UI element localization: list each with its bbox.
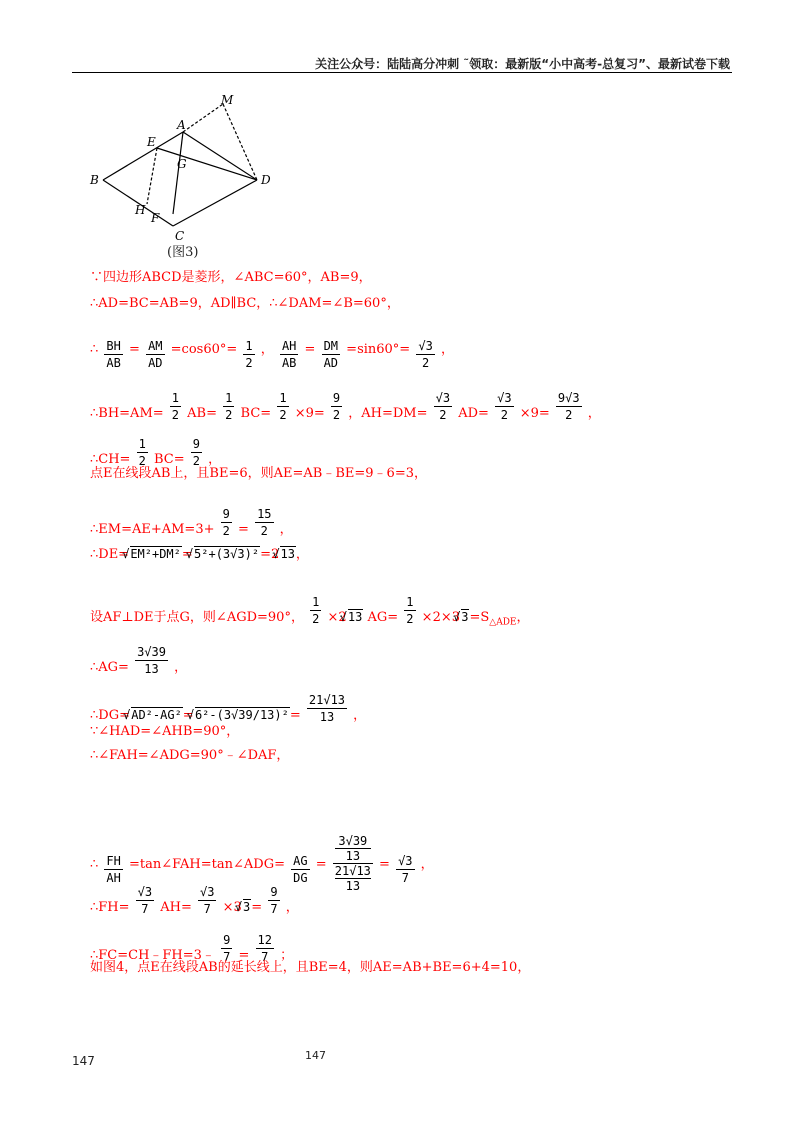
text: =S [469, 610, 490, 625]
fraction [495, 390, 513, 423]
fraction-AH-AB [280, 338, 298, 371]
page-number-left: 147 [72, 1054, 95, 1068]
num: 9 [192, 437, 200, 451]
den: 13 [144, 662, 159, 676]
text: = [238, 522, 249, 537]
label-A: A [177, 118, 186, 132]
label-D: D [261, 173, 271, 187]
label-M: M [221, 93, 234, 107]
den: DG [293, 871, 308, 885]
num: √3 [435, 391, 451, 405]
text: ， [420, 857, 434, 872]
solution-line-2: ∴AD=BC=AB=9，AD∥BC，∴∠DAM=∠B=60°， [90, 296, 400, 311]
den: 2 [565, 408, 573, 422]
text: = [315, 857, 327, 872]
segment-AM [183, 104, 223, 132]
den: 2 [406, 612, 414, 626]
sqrt-expression: √ 5²+(3√3)² [194, 546, 260, 562]
text: ∴DE= [90, 547, 130, 562]
text: ， [285, 900, 299, 915]
den-top: 21√13 [334, 864, 371, 878]
sqrt-expression: √ EM²+DM² [130, 546, 182, 562]
fraction [221, 506, 232, 539]
solution-line-7 [90, 506, 293, 538]
num: 9 [223, 933, 231, 947]
text: 设AF⊥DE于点G，则∠AGD=90°， [90, 610, 304, 625]
den: 7 [270, 902, 278, 916]
num: 1 [245, 339, 253, 353]
figure-caption: (图3) [167, 245, 199, 260]
text: ∴CH= [90, 452, 131, 467]
text: =cos60°= [170, 342, 238, 357]
text: ， [353, 708, 367, 723]
den: 7 [401, 871, 409, 885]
label-C: C [175, 229, 185, 242]
text: AB= [187, 406, 218, 421]
text: ∴DG= [90, 708, 130, 723]
text: ∴BH=AM= [90, 406, 164, 421]
num [333, 834, 373, 864]
solution-line-10 [90, 644, 188, 676]
solution-line-4 [90, 390, 601, 422]
num: √3 [200, 885, 215, 899]
den: AD [148, 356, 163, 370]
text: =sin60°= [346, 342, 411, 357]
label-F: F [151, 211, 160, 225]
text: ， [174, 660, 188, 675]
num: 1 [312, 595, 320, 609]
solution-line-15 [90, 884, 299, 916]
num: BH [106, 339, 121, 353]
den: 2 [260, 524, 268, 538]
den: 2 [245, 356, 253, 370]
den: AB [281, 356, 297, 370]
den: 7 [261, 950, 269, 964]
text: ， [440, 342, 454, 357]
complex-fraction [333, 834, 373, 893]
header-rule [72, 72, 732, 73]
text: ， [516, 610, 530, 625]
sqrt-expression: √ 13 [348, 609, 364, 625]
segment-CD [173, 180, 257, 226]
num: 1 [279, 391, 287, 405]
num: 1 [138, 437, 146, 451]
fraction [277, 390, 288, 423]
page-number-center: 147 [305, 1049, 326, 1062]
fraction [434, 390, 452, 423]
text: BC= [153, 452, 185, 467]
text: ∴AG= [90, 660, 129, 675]
den: 2 [279, 408, 287, 422]
fraction-sqrt3-2 [416, 338, 434, 371]
num: 21√13 [308, 693, 346, 707]
text: ∴FC=CH﹣FH=3﹣ [90, 948, 215, 963]
fraction [556, 390, 582, 423]
solution-line-12: ∵∠HAD=∠AHB=90°， [90, 724, 240, 739]
text: BC= [240, 406, 272, 421]
fraction [223, 390, 234, 423]
num: 3√39 [137, 645, 166, 659]
text: ∴ [90, 857, 99, 872]
num-bottom: 13 [335, 848, 371, 863]
den: 2 [500, 408, 508, 422]
text: = [289, 708, 301, 723]
fraction [136, 884, 154, 917]
segment-BA [103, 132, 183, 180]
den: 7 [203, 902, 211, 916]
num: AM [148, 339, 163, 353]
den: 7 [141, 902, 149, 916]
fraction [198, 884, 216, 917]
num: √3 [137, 885, 153, 899]
solution-line-6: 点E在线段AB上，且BE=6，则AE=AB﹣BE=9﹣6=3， [90, 466, 427, 481]
fraction [135, 644, 168, 677]
text: ， [260, 342, 274, 357]
den: 2 [332, 408, 341, 422]
text: ，AH=DM= [348, 406, 428, 421]
sqrt-expression: √ 3 [461, 609, 469, 625]
solution-line-9 [90, 594, 530, 628]
num: 9 [222, 507, 230, 521]
text: = [129, 342, 140, 357]
fraction-AM-AD [146, 338, 164, 371]
den: 13 [319, 710, 335, 724]
sqrt-expression: √ 13 [280, 546, 296, 562]
text: ×2×3 [421, 610, 460, 625]
num: 9 [332, 391, 341, 405]
label-H: H [135, 203, 146, 217]
text: = [182, 708, 194, 723]
fraction [170, 390, 181, 423]
fraction [404, 594, 415, 627]
sqrt-expression: √ AD²-AG² [131, 707, 183, 723]
subscript: △ADE [489, 617, 517, 628]
fraction [310, 594, 321, 627]
label-B: B [90, 173, 99, 187]
segment-ED [157, 148, 257, 180]
num: 1 [406, 595, 414, 609]
text: = [304, 342, 316, 357]
text: ， [279, 522, 293, 537]
num: 1 [171, 391, 180, 405]
text: ×9= [294, 406, 325, 421]
text: ； [280, 948, 294, 963]
solution-line-11 [90, 692, 367, 724]
text: ×9= [519, 406, 550, 421]
fraction-DM-AD [322, 338, 340, 371]
fraction-AG-DG [291, 853, 309, 886]
text: ∴ [90, 342, 99, 357]
solution-line-17: 如图4，点E在线段AB的延长线上，且BE=4，则AE=AB+BE=6+4=10， [90, 960, 531, 975]
text: = [181, 547, 193, 562]
num: 9 [270, 885, 278, 899]
fraction-BH-AB [104, 338, 122, 371]
solution-line-13: ∴∠FAH=∠ADG=90°﹣∠DAF， [90, 748, 290, 763]
text: ×2 [327, 610, 347, 625]
num: DM [323, 339, 339, 353]
num: 1 [225, 391, 233, 405]
geometry-figure-3 [85, 92, 285, 242]
solution-line-16 [90, 932, 294, 964]
fraction [331, 390, 342, 423]
den: 2 [192, 454, 200, 468]
den: 7 [223, 950, 231, 964]
segment-EH [147, 148, 157, 204]
text: AG= [367, 610, 399, 625]
text: ×3 [222, 900, 242, 915]
solution-line-5 [90, 436, 222, 468]
segment-AF [173, 132, 183, 214]
den: AH [106, 871, 121, 885]
text: ， [587, 406, 601, 421]
num: √3 [418, 339, 433, 353]
solution-line-1: ∵四边形ABCD是菱形，∠ABC=60°，AB=9， [90, 270, 372, 285]
num: FH [106, 854, 121, 868]
num: √3 [398, 854, 413, 868]
text: ∴EM=AE+AM=3+ [90, 522, 215, 537]
num: √3 [497, 391, 512, 405]
fraction-sqrt3-7 [396, 853, 414, 886]
text: = [251, 900, 263, 915]
text: ， [295, 547, 309, 562]
num: 9√3 [557, 391, 580, 405]
den: 2 [312, 612, 320, 626]
num-top: 3√39 [338, 834, 368, 848]
fraction-FH-AH [104, 853, 122, 886]
sqrt-expression: √ 3 [243, 899, 251, 915]
num: AG [293, 854, 308, 868]
sqrt-expression: √ 6²-(3√39/13)² [195, 707, 290, 723]
fraction [268, 884, 279, 917]
text: ， [208, 452, 222, 467]
text: ∴FH= [90, 900, 130, 915]
num: 12 [257, 933, 272, 947]
solution-line-3 [90, 338, 454, 370]
den: AD [323, 356, 339, 370]
den: 2 [439, 408, 447, 422]
den: 2 [421, 356, 430, 370]
den: 2 [171, 408, 180, 422]
page-header: 关注公众号：陆陆高分冲刺 ˜领取：最新版“小中高考-总复习”、最新试卷下载 [315, 57, 730, 71]
text: AH= [160, 900, 192, 915]
num: AH [281, 339, 297, 353]
text: = [238, 948, 250, 963]
den: 2 [225, 408, 233, 422]
text: = [379, 857, 390, 872]
den-bottom: 13 [335, 878, 371, 893]
num: 15 [257, 507, 272, 521]
solution-line-14 [90, 834, 434, 893]
den [333, 864, 373, 893]
fraction [307, 692, 347, 725]
fraction [255, 506, 273, 539]
fraction-1-2 [243, 338, 254, 371]
den: 2 [222, 524, 230, 538]
label-G: G [177, 157, 187, 171]
label-E: E [147, 135, 156, 149]
text: =tan∠FAH=tan∠ADG= [129, 857, 285, 872]
den: AB [106, 356, 121, 370]
text: AD= [458, 406, 489, 421]
text: =2 [260, 547, 280, 562]
solution-line-8 [90, 545, 309, 565]
den: 2 [138, 454, 146, 468]
